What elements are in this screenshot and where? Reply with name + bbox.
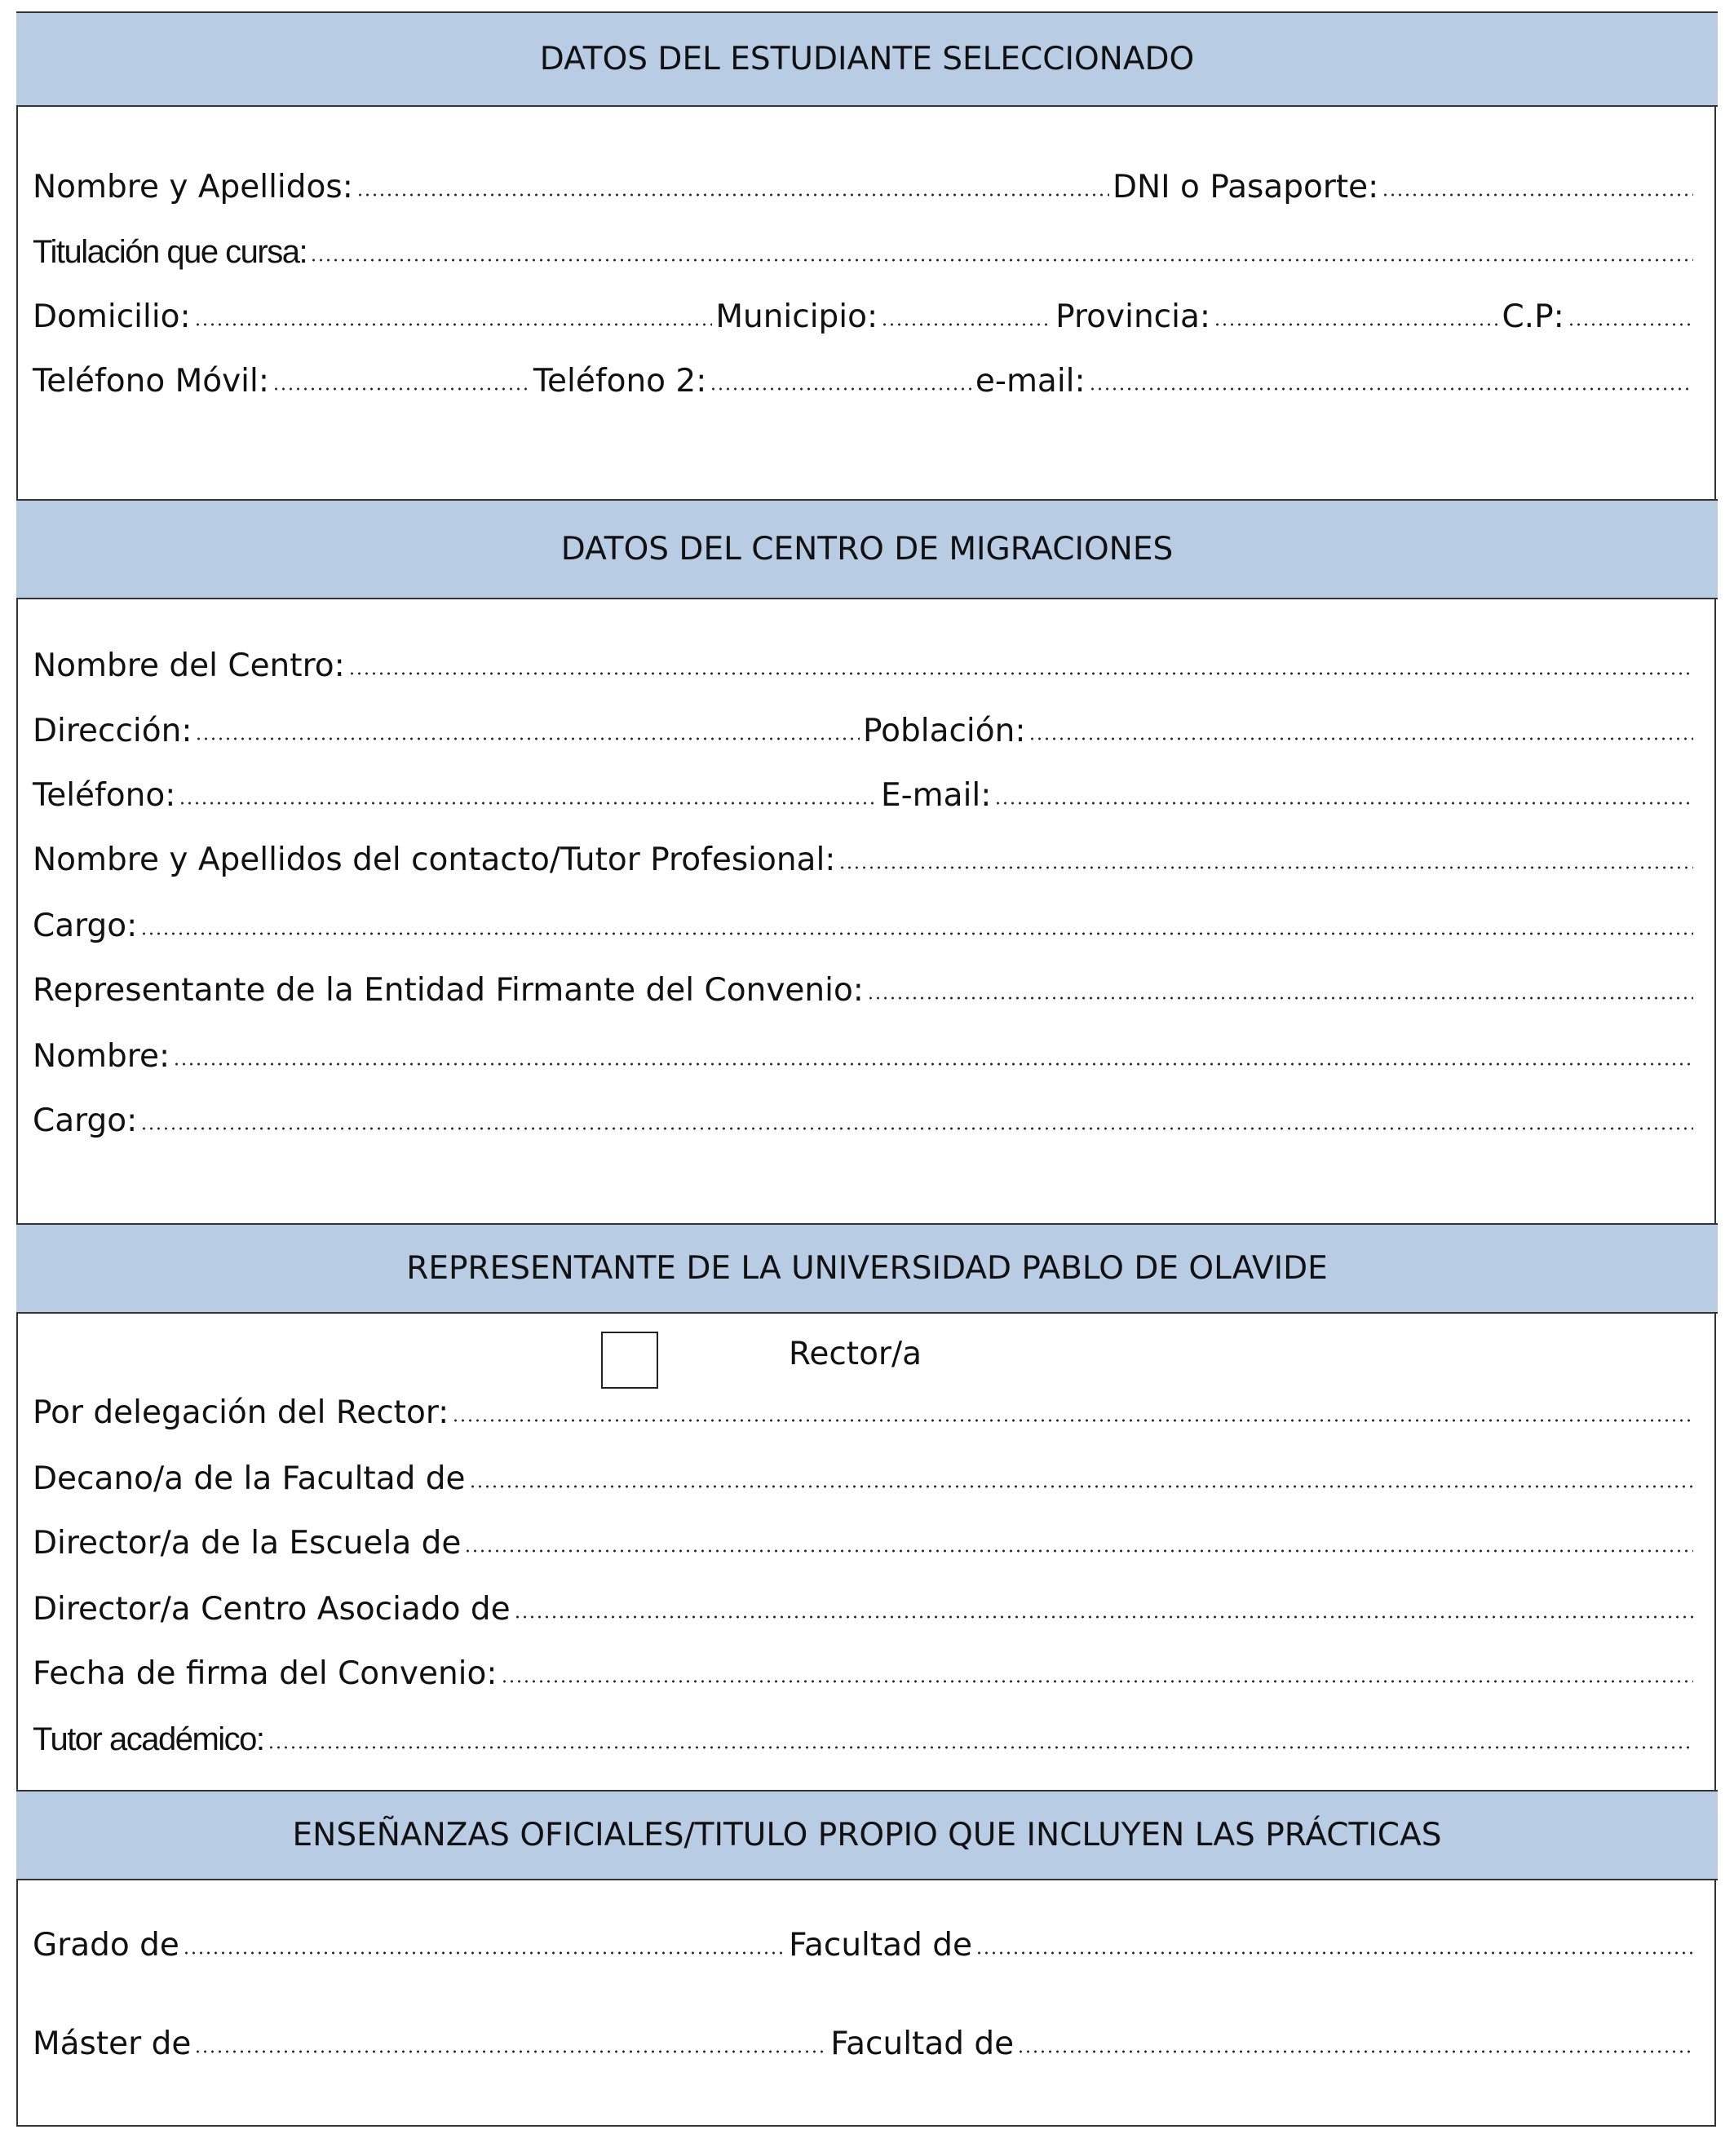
dotted-input-line[interactable]	[867, 996, 1693, 1001]
dotted-input-line[interactable]	[710, 387, 972, 391]
dotted-input-line[interactable]	[310, 258, 1693, 263]
form-row	[33, 357, 1696, 406]
dotted-input-line[interactable]	[881, 322, 1052, 327]
form-row	[33, 1921, 1696, 1970]
field-label: Cargo:	[33, 1102, 138, 1139]
field-label: Director/a de la Escuela de	[33, 1525, 462, 1562]
field-label: Municipio:	[715, 298, 878, 335]
form-row	[33, 1097, 1696, 1146]
form-row	[33, 293, 1696, 342]
field-label: Grado de	[33, 1927, 179, 1964]
form-row	[33, 1455, 1696, 1504]
form-row	[33, 1650, 1696, 1699]
dotted-input-line[interactable]	[268, 1745, 1693, 1750]
field-label: Representante de la Entidad Firmante del Convenio:	[33, 972, 864, 1009]
field-label: Nombre y Apellidos:	[33, 169, 353, 205]
dotted-input-line[interactable]	[140, 1126, 1693, 1131]
dotted-input-line[interactable]	[183, 1951, 785, 1955]
section-header: DATOS DEL ESTUDIANTE SELECCIONADO	[16, 11, 1718, 107]
form-row	[33, 707, 1696, 756]
field-label: Nombre y Apellidos del contacto/Tutor Profesional:	[33, 842, 836, 878]
field-label: Población:	[863, 713, 1026, 749]
dotted-input-line[interactable]	[464, 1549, 1693, 1553]
form-row	[33, 771, 1696, 820]
section-header: REPRESENTANTE DE LA UNIVERSIDAD PABLO DE OLAVIDE	[16, 1223, 1718, 1314]
field-label: Domicilio:	[33, 298, 191, 335]
field-label: e-mail:	[975, 363, 1086, 400]
form-row	[33, 2020, 1696, 2069]
field-label: Fecha de firma del Convenio:	[33, 1655, 498, 1692]
dotted-input-line[interactable]	[501, 1679, 1693, 1684]
dotted-input-line[interactable]	[975, 1951, 1693, 1955]
form-row	[33, 1715, 1696, 1764]
form-row	[33, 836, 1696, 885]
form-row	[33, 902, 1696, 951]
form-row	[33, 1519, 1696, 1568]
dotted-input-line[interactable]	[348, 671, 1693, 676]
field-label: Nombre del Centro:	[33, 647, 345, 684]
field-label: Nombre:	[33, 1038, 170, 1075]
dotted-input-line[interactable]	[1028, 736, 1693, 741]
dotted-input-line[interactable]	[140, 931, 1693, 936]
dotted-input-line[interactable]	[272, 387, 530, 391]
field-label: DNI o Pasaporte:	[1112, 169, 1379, 205]
dotted-input-line[interactable]	[1214, 322, 1498, 327]
dotted-input-line[interactable]	[1017, 2049, 1693, 2054]
field-label: Decano/a de la Facultad de	[33, 1460, 466, 1497]
field-label: Director/a Centro Asociado de	[33, 1591, 511, 1628]
form-row	[33, 228, 1696, 276]
field-label: Teléfono 2:	[533, 363, 707, 400]
dotted-input-line[interactable]	[514, 1615, 1693, 1619]
field-label: Tutor académico:	[33, 1721, 264, 1757]
field-label: Facultad de	[789, 1927, 972, 1964]
field-label: Teléfono Móvil:	[33, 363, 269, 400]
form-row	[33, 1585, 1696, 1634]
dotted-input-line[interactable]	[452, 1418, 1693, 1423]
dotted-input-line[interactable]	[1089, 387, 1693, 391]
rector-checkbox-label: Rector/a	[789, 1336, 922, 1372]
field-label: Cargo:	[33, 908, 138, 944]
dotted-input-line[interactable]	[356, 192, 1109, 197]
dotted-input-line[interactable]	[195, 736, 860, 741]
field-label: Titulación que cursa:	[33, 234, 307, 270]
section-header: DATOS DEL CENTRO DE MIGRACIONES	[16, 499, 1718, 599]
field-label: Provincia:	[1055, 298, 1210, 335]
dotted-input-line[interactable]	[179, 801, 878, 806]
form-row	[33, 966, 1696, 1015]
form-row	[33, 642, 1696, 691]
dotted-input-line[interactable]	[1568, 322, 1693, 327]
form-row	[33, 1032, 1696, 1081]
dotted-input-line[interactable]	[194, 322, 713, 327]
field-label: Por delegación del Rector:	[33, 1394, 449, 1431]
field-label: E-mail:	[880, 777, 992, 814]
form-row	[33, 163, 1696, 212]
dotted-input-line[interactable]	[838, 865, 1693, 870]
field-label: Dirección:	[33, 713, 192, 749]
form-row	[33, 1389, 1696, 1438]
dotted-input-line[interactable]	[173, 1062, 1693, 1067]
dotted-input-line[interactable]	[1382, 192, 1693, 197]
field-label: Facultad de	[830, 2026, 1015, 2062]
field-label: Teléfono:	[33, 777, 176, 814]
field-label: C.P:	[1502, 298, 1564, 335]
dotted-input-line[interactable]	[469, 1484, 1694, 1489]
dotted-input-line[interactable]	[994, 801, 1693, 806]
rector-checkbox[interactable]	[601, 1332, 658, 1389]
dotted-input-line[interactable]	[194, 2049, 827, 2054]
field-label: Máster de	[33, 2026, 192, 2062]
section-header: ENSEÑANZAS OFICIALES/TITULO PROPIO QUE INCLUYEN LAS PRÁCTICAS	[16, 1790, 1718, 1880]
